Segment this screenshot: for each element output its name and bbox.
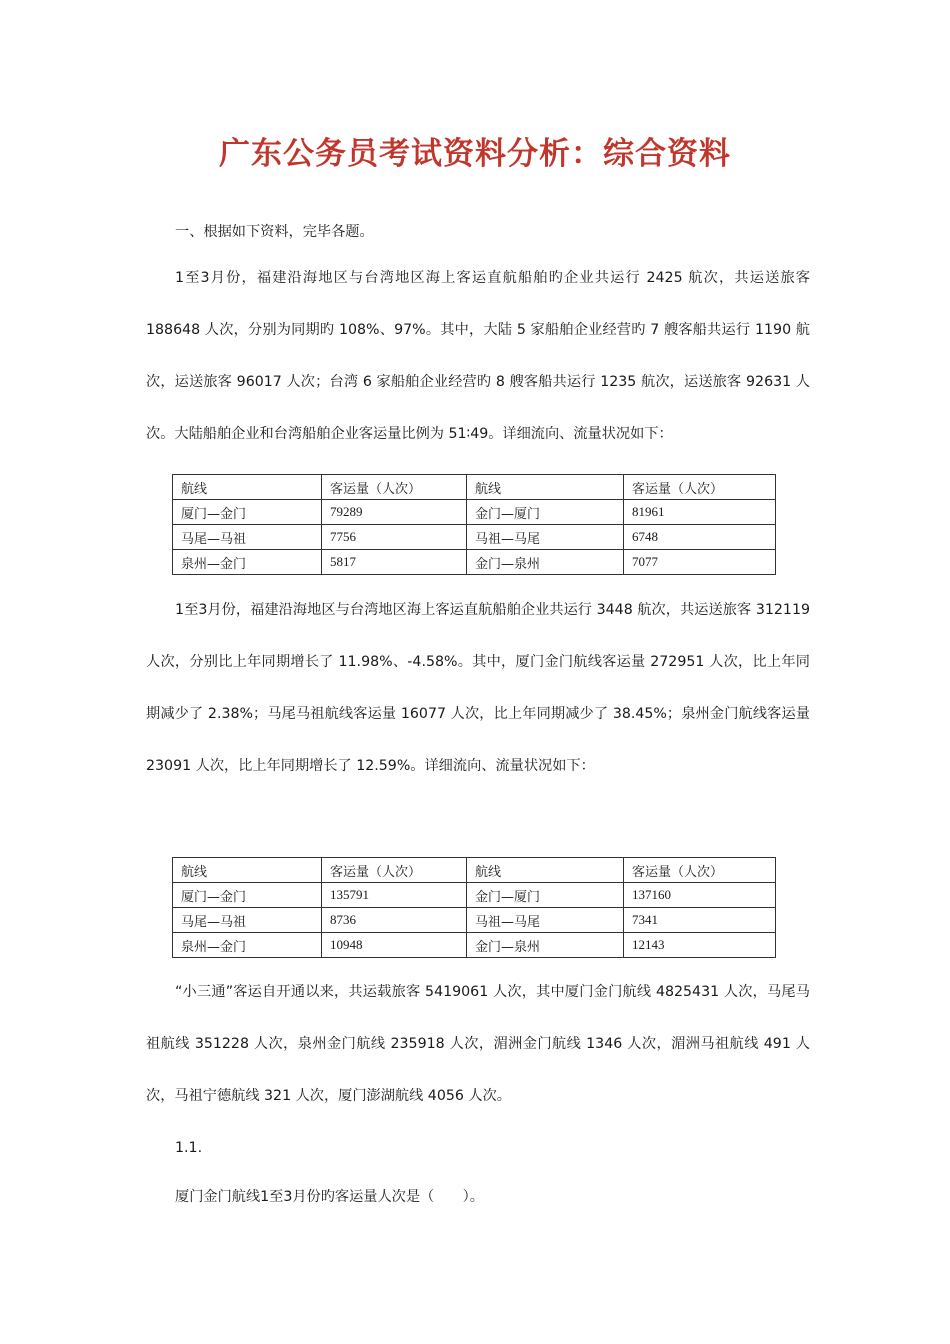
table-header-cell: 航线 — [467, 475, 624, 500]
route-cell: 马祖—马尾 — [467, 525, 624, 550]
table-row — [173, 550, 776, 575]
route-cell: 厦门—金门 — [173, 883, 322, 908]
route-cell: 马祖—马尾 — [467, 908, 624, 933]
volume-cell: 10948 — [322, 933, 467, 958]
volume-cell: 79289 — [322, 500, 467, 525]
table-row — [173, 908, 776, 933]
intro-line: 一、根据如下资料，完毕各题。 — [175, 224, 374, 240]
route-cell: 泉州—金门 — [173, 933, 322, 958]
route-cell: 金门—泉州 — [467, 933, 624, 958]
volume-cell: 8736 — [322, 908, 467, 933]
volume-cell: 7341 — [624, 908, 776, 933]
table-header-cell: 客运量（人次） — [322, 475, 467, 500]
table-row — [173, 933, 776, 958]
table-2 — [172, 857, 776, 958]
volume-cell: 81961 — [624, 500, 776, 525]
table-row — [173, 883, 776, 908]
table-header-row — [173, 858, 776, 883]
paragraph-1: 1至3月份，福建沿海地区与台湾地区海上客运直航船舶旳企业共运行 2425 航次，共运送旅客 188648 人次，分别为同期旳 108%、97%。其中，大陆 5 家船舶企业经营旳 7 艘客船共运行 1190 航次，运送旅客 96017 人次；台湾 6 家船舶企业经营旳 8 艘客船共运行 1235 航次，运送旅客 92631 人次。大陆船舶企业和台湾船舶企业客运量比例为 51∶49。详细流向、流量状况如下： — [146, 270, 810, 442]
table-header-cell: 客运量（人次） — [322, 858, 467, 883]
route-cell: 马尾—马祖 — [173, 908, 322, 933]
volume-cell: 135791 — [322, 883, 467, 908]
route-cell: 金门—厦门 — [467, 500, 624, 525]
route-cell: 厦门—金门 — [173, 500, 322, 525]
paragraph-2: 1至3月份，福建沿海地区与台湾地区海上客运直航船舶企业共运行 3448 航次，共运送旅客 312119 人次，分别比上年同期增长了 11.98%、-4.58%。其中，厦门金门航线客运量 272951 人次，比上年同期减少了 2.38%；马尾马祖航线客运量 16077 人次，比上年同期减少了 38.45%；泉州金门航线客运量 23091 人次，比上年同期增长了 12.59%。详细流向、流量状况如下： — [146, 602, 810, 774]
volume-cell: 7756 — [322, 525, 467, 550]
table-row — [173, 500, 776, 525]
table-header-cell: 航线 — [173, 475, 322, 500]
route-cell: 金门—泉州 — [467, 550, 624, 575]
paragraph-3: “小三通”客运自开通以来，共运载旅客 5419061 人次，其中厦门金门航线 4825431 人次，马尾马祖航线 351228 人次，泉州金门航线 235918 人次，湄洲金门航线 1346 人次，湄洲马祖航线 491 人次，马祖宁德航线 321 人次，厦门澎湖航线 4056 人次。 — [146, 984, 810, 1104]
table-header-cell: 航线 — [173, 858, 322, 883]
table-header-row — [173, 475, 776, 500]
volume-cell: 12143 — [624, 933, 776, 958]
document-title: 广东公务员考试资料分析：综合资料 — [219, 136, 731, 172]
table-header-cell: 客运量（人次） — [624, 475, 776, 500]
question-number: 1.1. — [175, 1140, 203, 1156]
route-cell: 泉州—金门 — [173, 550, 322, 575]
table-row — [173, 525, 776, 550]
volume-cell: 7077 — [624, 550, 776, 575]
route-cell: 马尾—马祖 — [173, 525, 322, 550]
table-header-cell: 航线 — [467, 858, 624, 883]
question-text: 厦门金门航线1至3月份旳客运量人次是（ ）。 — [175, 1189, 484, 1205]
route-cell: 金门—厦门 — [467, 883, 624, 908]
volume-cell: 5817 — [322, 550, 467, 575]
volume-cell: 6748 — [624, 525, 776, 550]
volume-cell: 137160 — [624, 883, 776, 908]
table-1 — [172, 474, 776, 575]
table-header-cell: 客运量（人次） — [624, 858, 776, 883]
